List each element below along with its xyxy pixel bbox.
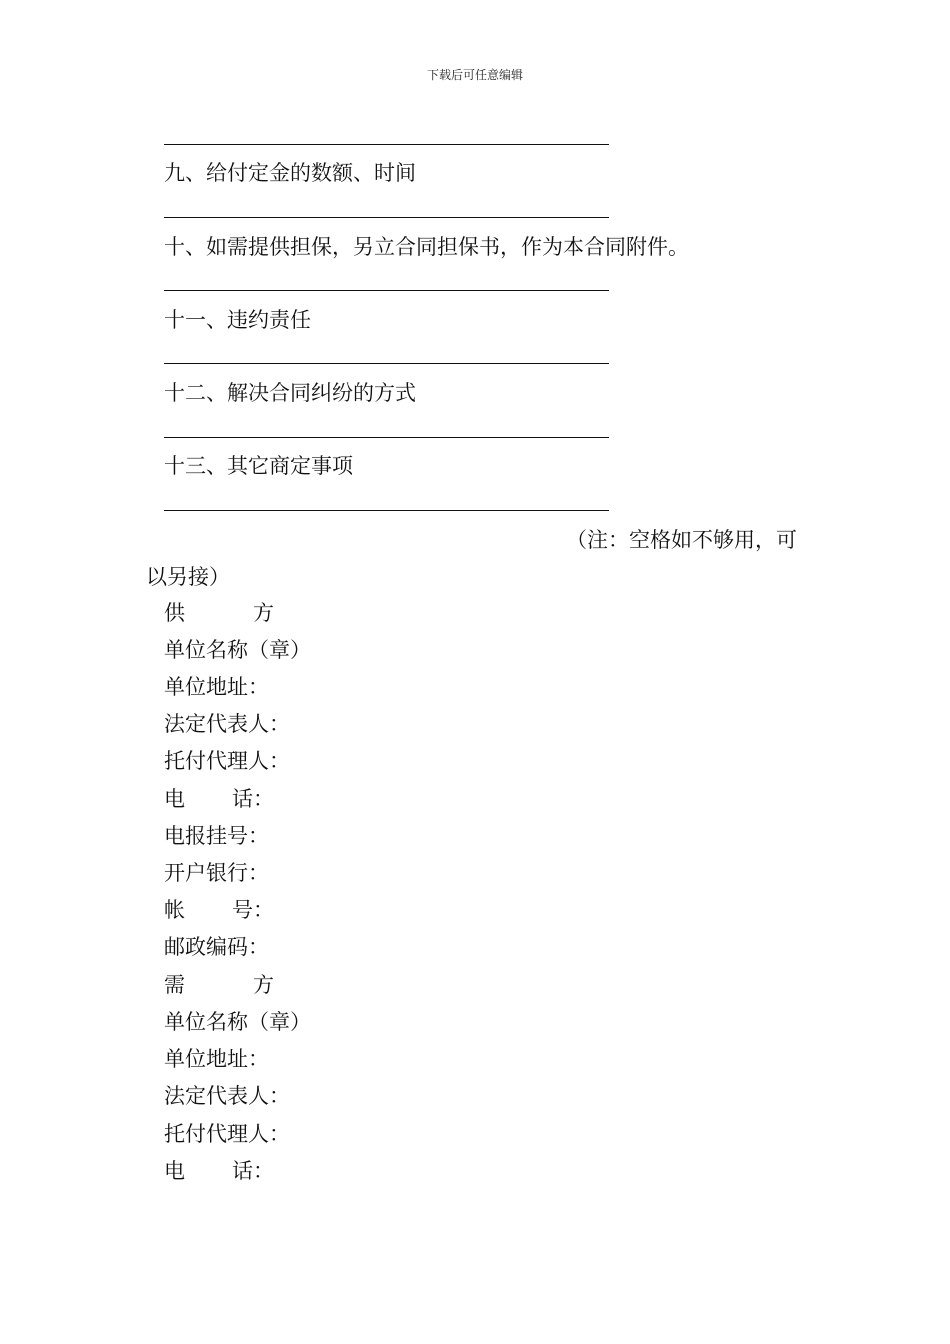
supplier-legal-rep: 法定代表人： — [164, 712, 290, 736]
supplier-heading — [164, 599, 274, 627]
buyer-phone-a: 电 — [164, 1159, 185, 1183]
clause-13: 十三、其它商定事项 — [164, 454, 353, 478]
supplier-account-b: 号： — [232, 898, 274, 922]
clause-10: 十、如需提供担保，另立合同担保书，作为本合同附件。 — [164, 235, 689, 259]
blank-line — [164, 217, 609, 218]
note-text-continued: 以另接） — [146, 565, 230, 589]
supplier-postcode: 邮政编码： — [164, 935, 269, 959]
note-text: （注：空格如不够用，可 — [566, 528, 797, 552]
supplier-unit-name: 单位名称（章） — [164, 638, 311, 662]
page-header: 下载后可任意编辑 — [426, 68, 523, 82]
clause-9: 九、给付定金的数额、时间 — [164, 161, 416, 185]
supplier-telegraph: 电报挂号： — [164, 824, 269, 848]
blank-line — [164, 144, 609, 145]
clause-12: 十二、解决合同纠纷的方式 — [164, 381, 416, 405]
blank-line — [164, 290, 609, 291]
supplier-phone-b: 话： — [232, 787, 274, 811]
buyer-phone-b: 话： — [232, 1159, 274, 1183]
supplier-agent: 托付代理人： — [164, 749, 290, 773]
buyer-legal-rep: 法定代表人： — [164, 1084, 290, 1108]
supplier-heading-a: 供 — [164, 601, 185, 625]
supplier-account — [164, 896, 274, 924]
supplier-heading-b: 方 — [253, 601, 274, 625]
buyer-heading-a: 需 — [164, 973, 185, 997]
clause-11: 十一、违约责任 — [164, 308, 311, 332]
blank-line — [164, 510, 609, 511]
buyer-heading-b: 方 — [253, 973, 274, 997]
buyer-agent: 托付代理人： — [164, 1122, 290, 1146]
supplier-bank: 开户银行： — [164, 861, 269, 885]
supplier-phone-a: 电 — [164, 787, 185, 811]
blank-line — [164, 363, 609, 364]
buyer-unit-address: 单位地址： — [164, 1047, 269, 1071]
buyer-phone — [164, 1157, 274, 1185]
supplier-unit-address: 单位地址： — [164, 675, 269, 699]
buyer-unit-name: 单位名称（章） — [164, 1010, 311, 1034]
supplier-account-a: 帐 — [164, 898, 185, 922]
buyer-heading — [164, 971, 274, 999]
supplier-phone — [164, 785, 274, 813]
blank-line — [164, 437, 609, 438]
